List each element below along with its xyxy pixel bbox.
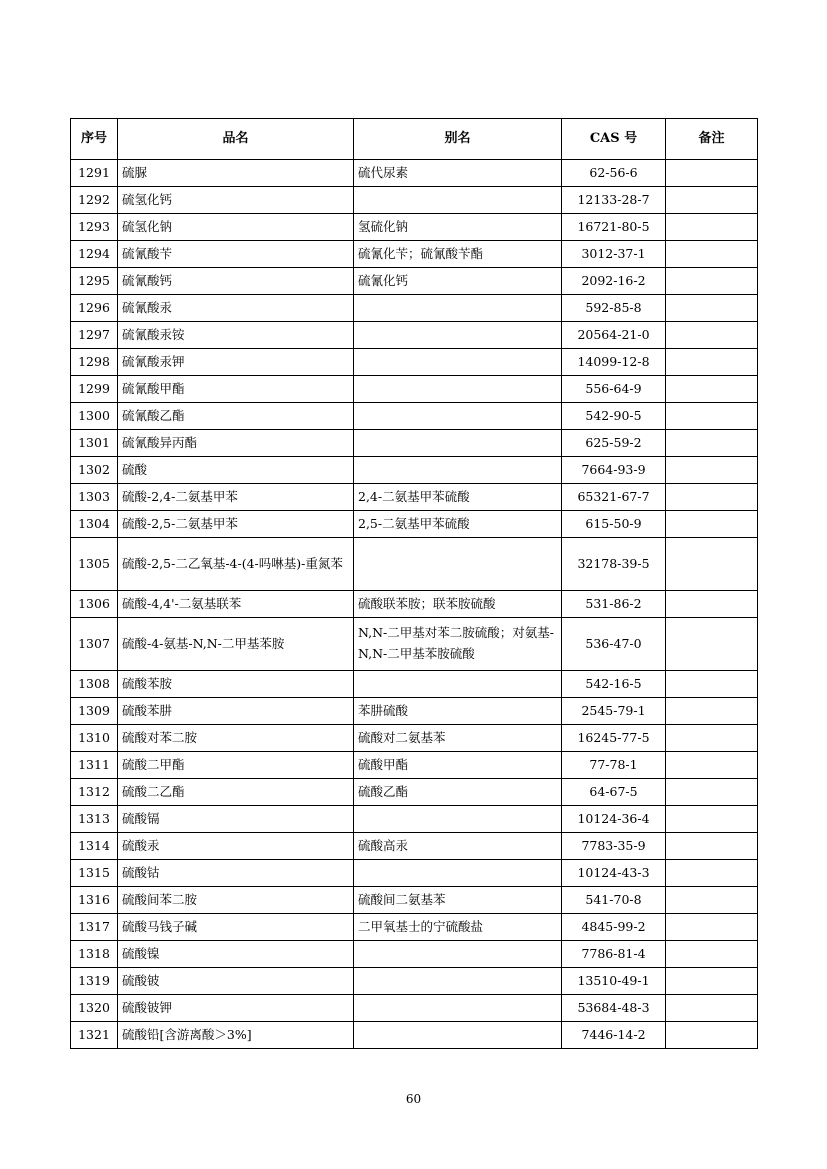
cas-no-cell: 7446-14-2 xyxy=(562,1022,666,1049)
serial-no-cell: 1306 xyxy=(71,591,118,618)
table-row xyxy=(71,241,758,268)
table-row xyxy=(71,698,758,725)
serial-no-cell: 1293 xyxy=(71,214,118,241)
remarks-cell xyxy=(666,268,758,295)
cas-no-cell: 531-86-2 xyxy=(562,591,666,618)
serial-no-cell: 1302 xyxy=(71,457,118,484)
remarks-cell xyxy=(666,430,758,457)
cas-no-cell: 14099-12-8 xyxy=(562,349,666,376)
table-row xyxy=(71,833,758,860)
alias-cell xyxy=(354,860,562,887)
cas-no-cell: 615-50-9 xyxy=(562,511,666,538)
cas-no-cell: 7786-81-4 xyxy=(562,941,666,968)
cas-no-cell: 542-90-5 xyxy=(562,403,666,430)
product-name-cell: 硫酸二甲酯 xyxy=(118,752,354,779)
remarks-cell xyxy=(666,779,758,806)
serial-no-cell: 1295 xyxy=(71,268,118,295)
product-name-cell: 硫酸马钱子碱 xyxy=(118,914,354,941)
alias-cell xyxy=(354,941,562,968)
remarks-cell xyxy=(666,725,758,752)
serial-no-cell: 1300 xyxy=(71,403,118,430)
serial-no-cell: 1299 xyxy=(71,376,118,403)
remarks-cell xyxy=(666,511,758,538)
alias-cell: 二甲氧基士的宁硫酸盐 xyxy=(354,914,562,941)
table-row xyxy=(71,403,758,430)
serial-no-cell: 1311 xyxy=(71,752,118,779)
table-row xyxy=(71,538,758,591)
serial-no-cell: 1297 xyxy=(71,322,118,349)
table-row xyxy=(71,618,758,671)
remarks-cell xyxy=(666,833,758,860)
remarks-cell xyxy=(666,322,758,349)
serial-no-cell: 1298 xyxy=(71,349,118,376)
serial-no-cell: 1303 xyxy=(71,484,118,511)
serial-no-cell: 1315 xyxy=(71,860,118,887)
alias-cell: 苯肼硫酸 xyxy=(354,698,562,725)
serial-no-cell: 1319 xyxy=(71,968,118,995)
remarks-cell xyxy=(666,618,758,671)
table-row xyxy=(71,1022,758,1049)
product-name-cell: 硫酸 xyxy=(118,457,354,484)
table-row xyxy=(71,268,758,295)
product-name-cell: 硫酸镍 xyxy=(118,941,354,968)
remarks-cell xyxy=(666,187,758,214)
product-name-cell: 硫酸苯肼 xyxy=(118,698,354,725)
serial-no-cell: 1310 xyxy=(71,725,118,752)
serial-no-cell: 1321 xyxy=(71,1022,118,1049)
cas-no-cell: 7783-35-9 xyxy=(562,833,666,860)
remarks-cell xyxy=(666,484,758,511)
serial-no-cell: 1301 xyxy=(71,430,118,457)
product-name-cell: 硫酸镉 xyxy=(118,806,354,833)
serial-no-cell: 1291 xyxy=(71,160,118,187)
product-name-cell: 硫酸铅[含游离酸＞3%] xyxy=(118,1022,354,1049)
cas-no-cell: 16721-80-5 xyxy=(562,214,666,241)
cas-no-cell: 10124-43-3 xyxy=(562,860,666,887)
product-name-cell: 硫酸间苯二胺 xyxy=(118,887,354,914)
alias-cell xyxy=(354,671,562,698)
serial-no-cell: 1317 xyxy=(71,914,118,941)
table-row xyxy=(71,349,758,376)
page-number: 60 xyxy=(405,1092,422,1106)
alias-cell: 硫酸甲酯 xyxy=(354,752,562,779)
header-alias: 别名 xyxy=(354,119,562,160)
product-name-cell: 硫酸-2,5-二氨基甲苯 xyxy=(118,511,354,538)
table-row xyxy=(71,591,758,618)
product-name-cell: 硫酸钴 xyxy=(118,860,354,887)
product-name-cell: 硫酸汞 xyxy=(118,833,354,860)
product-name-cell: 硫酸-4-氨基-N,N-二甲基苯胺 xyxy=(118,618,354,671)
product-name-cell: 硫氰酸汞铵 xyxy=(118,322,354,349)
cas-no-cell: 20564-21-0 xyxy=(562,322,666,349)
cas-no-cell: 3012-37-1 xyxy=(562,241,666,268)
product-name-cell: 硫氢化钙 xyxy=(118,187,354,214)
cas-no-cell: 625-59-2 xyxy=(562,430,666,457)
remarks-cell xyxy=(666,160,758,187)
cas-no-cell: 32178-39-5 xyxy=(562,538,666,591)
table-body xyxy=(71,160,758,1049)
cas-no-cell: 592-85-8 xyxy=(562,295,666,322)
remarks-cell xyxy=(666,241,758,268)
product-name-cell: 硫氰酸苄 xyxy=(118,241,354,268)
table-row xyxy=(71,322,758,349)
table-header-row xyxy=(71,119,758,160)
cas-no-cell: 12133-28-7 xyxy=(562,187,666,214)
alias-cell: 硫酸乙酯 xyxy=(354,779,562,806)
serial-no-cell: 1314 xyxy=(71,833,118,860)
serial-no-cell: 1309 xyxy=(71,698,118,725)
table-row xyxy=(71,752,758,779)
alias-cell xyxy=(354,322,562,349)
table-row xyxy=(71,457,758,484)
remarks-cell xyxy=(666,941,758,968)
header-serial-no: 序号 xyxy=(71,119,118,160)
alias-cell xyxy=(354,968,562,995)
header-cas-no: CAS 号 xyxy=(562,119,666,160)
cas-no-cell: 4845-99-2 xyxy=(562,914,666,941)
serial-no-cell: 1304 xyxy=(71,511,118,538)
cas-no-cell: 77-78-1 xyxy=(562,752,666,779)
cas-no-cell: 16245-77-5 xyxy=(562,725,666,752)
alias-cell: 硫酸高汞 xyxy=(354,833,562,860)
alias-cell xyxy=(354,187,562,214)
table-row xyxy=(71,511,758,538)
cas-no-cell: 542-16-5 xyxy=(562,671,666,698)
alias-cell: 硫酸间二氨基苯 xyxy=(354,887,562,914)
cas-no-cell: 65321-67-7 xyxy=(562,484,666,511)
alias-cell: N,N-二甲基对苯二胺硫酸；对氨基-N,N-二甲基苯胺硫酸 xyxy=(354,618,562,671)
table-row xyxy=(71,941,758,968)
remarks-cell xyxy=(666,349,758,376)
cas-no-cell: 10124-36-4 xyxy=(562,806,666,833)
product-name-cell: 硫氰酸汞 xyxy=(118,295,354,322)
remarks-cell xyxy=(666,457,758,484)
remarks-cell xyxy=(666,214,758,241)
product-name-cell: 硫酸-2,5-二乙氧基-4-(4-吗啉基)-重氮苯 xyxy=(118,538,354,591)
remarks-cell xyxy=(666,995,758,1022)
product-name-cell: 硫氰酸乙酯 xyxy=(118,403,354,430)
table-row xyxy=(71,725,758,752)
table-row xyxy=(71,914,758,941)
serial-no-cell: 1307 xyxy=(71,618,118,671)
header-product-name: 品名 xyxy=(118,119,354,160)
alias-cell xyxy=(354,430,562,457)
alias-cell: 氢硫化钠 xyxy=(354,214,562,241)
serial-no-cell: 1292 xyxy=(71,187,118,214)
remarks-cell xyxy=(666,295,758,322)
alias-cell xyxy=(354,403,562,430)
serial-no-cell: 1294 xyxy=(71,241,118,268)
serial-no-cell: 1316 xyxy=(71,887,118,914)
remarks-cell xyxy=(666,752,758,779)
cas-no-cell: 13510-49-1 xyxy=(562,968,666,995)
alias-cell xyxy=(354,457,562,484)
table-row xyxy=(71,484,758,511)
product-name-cell: 硫酸对苯二胺 xyxy=(118,725,354,752)
table-row xyxy=(71,295,758,322)
alias-cell xyxy=(354,349,562,376)
remarks-cell xyxy=(666,591,758,618)
alias-cell xyxy=(354,806,562,833)
product-name-cell: 硫氢化钠 xyxy=(118,214,354,241)
alias-cell xyxy=(354,376,562,403)
header-remarks: 备注 xyxy=(666,119,758,160)
cas-no-cell: 53684-48-3 xyxy=(562,995,666,1022)
product-name-cell: 硫氰酸钙 xyxy=(118,268,354,295)
product-name-cell: 硫氰酸异丙酯 xyxy=(118,430,354,457)
table-row xyxy=(71,214,758,241)
table-row xyxy=(71,671,758,698)
product-name-cell: 硫氰酸汞钾 xyxy=(118,349,354,376)
alias-cell xyxy=(354,538,562,591)
serial-no-cell: 1308 xyxy=(71,671,118,698)
product-name-cell: 硫酸-4,4'-二氨基联苯 xyxy=(118,591,354,618)
alias-cell xyxy=(354,295,562,322)
remarks-cell xyxy=(666,887,758,914)
table-row xyxy=(71,887,758,914)
cas-no-cell: 64-67-5 xyxy=(562,779,666,806)
table-row xyxy=(71,187,758,214)
serial-no-cell: 1313 xyxy=(71,806,118,833)
table-row xyxy=(71,430,758,457)
remarks-cell xyxy=(666,698,758,725)
alias-cell xyxy=(354,1022,562,1049)
product-name-cell: 硫酸-2,4-二氨基甲苯 xyxy=(118,484,354,511)
serial-no-cell: 1318 xyxy=(71,941,118,968)
remarks-cell xyxy=(666,914,758,941)
table-row xyxy=(71,968,758,995)
table-row xyxy=(71,995,758,1022)
table-row xyxy=(71,860,758,887)
serial-no-cell: 1296 xyxy=(71,295,118,322)
cas-no-cell: 541-70-8 xyxy=(562,887,666,914)
cas-no-cell: 536-47-0 xyxy=(562,618,666,671)
table-row xyxy=(71,376,758,403)
product-name-cell: 硫酸铍钾 xyxy=(118,995,354,1022)
cas-no-cell: 62-56-6 xyxy=(562,160,666,187)
alias-cell: 硫酸联苯胺；联苯胺硫酸 xyxy=(354,591,562,618)
alias-cell: 硫代尿素 xyxy=(354,160,562,187)
remarks-cell xyxy=(666,968,758,995)
alias-cell: 2,5-二氨基甲苯硫酸 xyxy=(354,511,562,538)
remarks-cell xyxy=(666,671,758,698)
cas-no-cell: 2092-16-2 xyxy=(562,268,666,295)
remarks-cell xyxy=(666,376,758,403)
product-name-cell: 硫氰酸甲酯 xyxy=(118,376,354,403)
cas-no-cell: 2545-79-1 xyxy=(562,698,666,725)
product-name-cell: 硫脲 xyxy=(118,160,354,187)
alias-cell: 2,4-二氨基甲苯硫酸 xyxy=(354,484,562,511)
alias-cell: 硫氰化苄；硫氰酸苄酯 xyxy=(354,241,562,268)
alias-cell xyxy=(354,995,562,1022)
alias-cell: 硫氰化钙 xyxy=(354,268,562,295)
serial-no-cell: 1312 xyxy=(71,779,118,806)
serial-no-cell: 1320 xyxy=(71,995,118,1022)
product-name-cell: 硫酸二乙酯 xyxy=(118,779,354,806)
table-row xyxy=(71,160,758,187)
table-row xyxy=(71,779,758,806)
remarks-cell xyxy=(666,538,758,591)
remarks-cell xyxy=(666,860,758,887)
remarks-cell xyxy=(666,1022,758,1049)
chemical-list-table xyxy=(70,118,758,1049)
table-row xyxy=(71,806,758,833)
alias-cell: 硫酸对二氨基苯 xyxy=(354,725,562,752)
remarks-cell xyxy=(666,806,758,833)
cas-no-cell: 7664-93-9 xyxy=(562,457,666,484)
product-name-cell: 硫酸铍 xyxy=(118,968,354,995)
product-name-cell: 硫酸苯胺 xyxy=(118,671,354,698)
remarks-cell xyxy=(666,403,758,430)
cas-no-cell: 556-64-9 xyxy=(562,376,666,403)
serial-no-cell: 1305 xyxy=(71,538,118,591)
